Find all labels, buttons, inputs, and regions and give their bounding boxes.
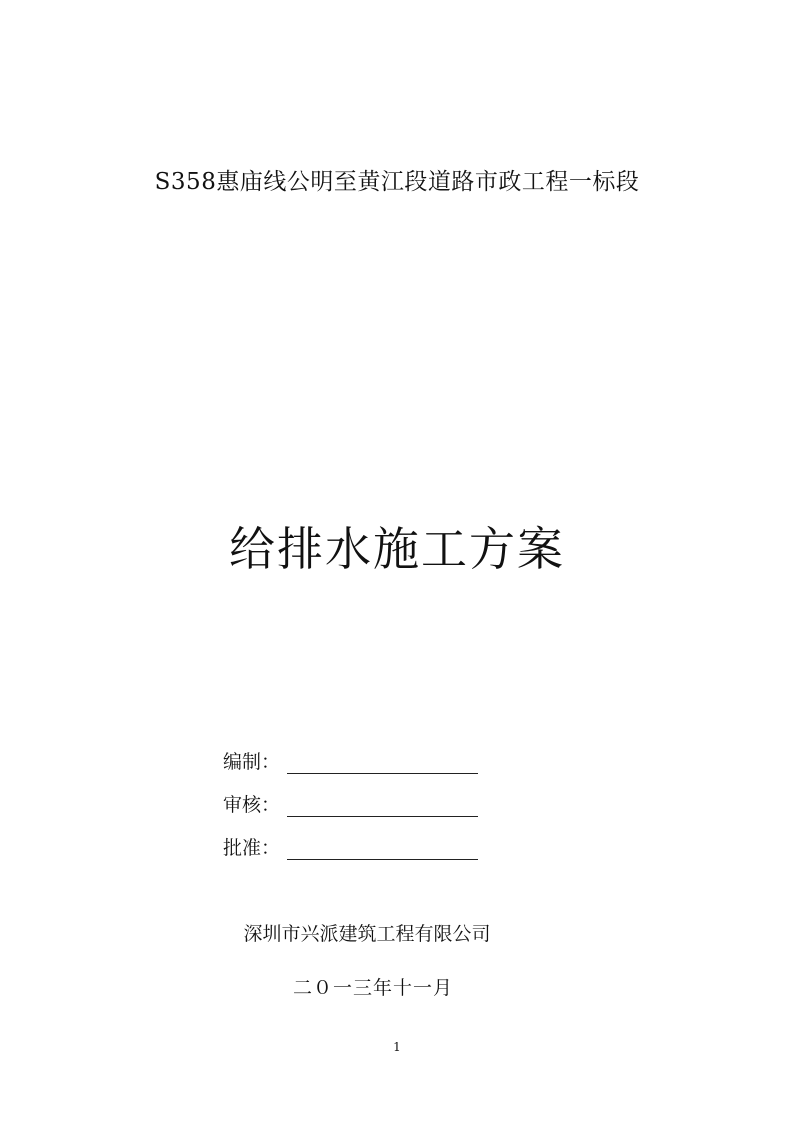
project-title: S358惠庙线公明至黄江段道路市政工程一标段 — [154, 169, 640, 195]
signature-row-reviewed — [223, 787, 478, 817]
reviewed-by-line — [287, 792, 478, 817]
page-number: 1 — [393, 1040, 401, 1054]
reviewed-by-label: 审核： — [223, 794, 281, 816]
signature-row-approved — [223, 830, 478, 860]
prepared-by-label: 编制： — [223, 751, 281, 773]
company-name: 深圳市兴派建筑工程有限公司 — [243, 923, 491, 945]
prepared-by-line — [287, 749, 478, 774]
document-date: 二０一三年十一月 — [292, 977, 453, 999]
approved-by-line — [287, 835, 478, 860]
approved-by-label: 批准： — [223, 837, 281, 859]
signature-row-prepared — [223, 744, 478, 774]
document-title: 给排水施工方案 — [229, 522, 565, 576]
